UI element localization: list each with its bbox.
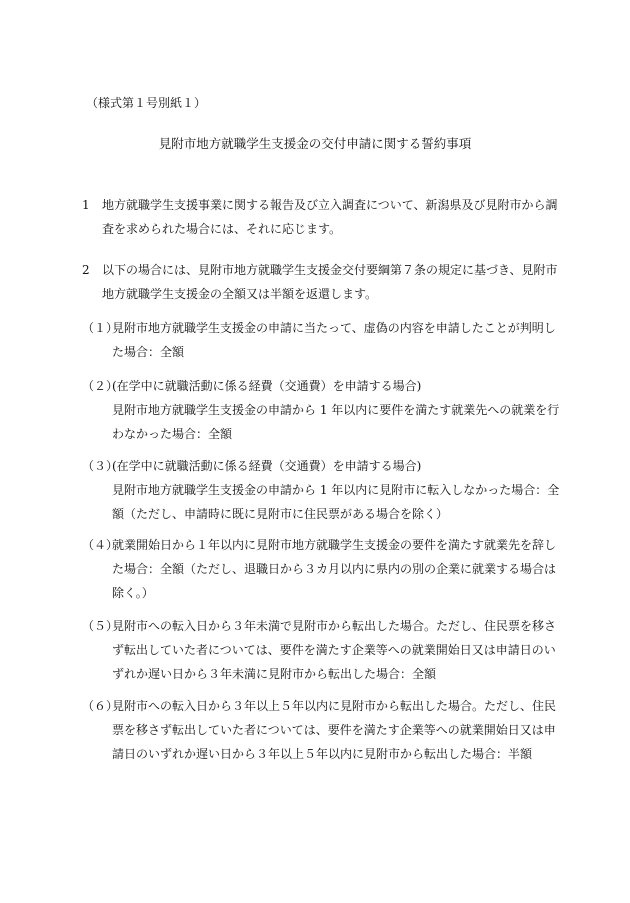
sub-item-line: 見附市への転入日から３年以上５年以内に見附市から転出した場合。ただし、住民 xyxy=(112,699,557,713)
sub-item-number: （３） xyxy=(82,459,119,473)
sub-item-body xyxy=(112,614,556,686)
sub-item-line: ずれか遅い日から３年未満に見附市から転出した場合：全額 xyxy=(112,667,437,681)
sub-item-body xyxy=(112,374,559,446)
sub-item-body xyxy=(112,454,559,526)
item-body xyxy=(102,193,558,241)
sub-item-line: 見附市地方就職学生支援金の申請から 1 年以内に要件を満たす就業先への就業を行 xyxy=(112,403,560,417)
sub-item-line: (在学中に就職活動に係る経費（交通費）を申請する場合) xyxy=(112,459,422,473)
sub-item-line: た場合：全額 xyxy=(112,345,185,359)
sub-item-line: 請日のいずれか遅い日から３年以上５年以内に見附市から転出した場合：半額 xyxy=(112,747,533,761)
sub-item-number: （４） xyxy=(82,538,119,552)
sub-item-line: ず転出していた者については、要件を満たす企業等への就業開始日又は申請日のい xyxy=(112,643,556,657)
sub-item-line: (在学中に就職活動に係る経費（交通費）を申請する場合) xyxy=(112,379,422,393)
sub-item-number: （１） xyxy=(82,321,119,335)
item-body xyxy=(102,258,558,306)
sub-item-line: 見附市地方就職学生支援金の申請から 1 年以内に見附市に転入しなかった場合：全 xyxy=(112,483,560,497)
sub-item-number: （６） xyxy=(82,699,119,713)
sub-item-body xyxy=(112,316,556,364)
item-number: 2 xyxy=(82,263,90,277)
sub-item-line: 除く。） xyxy=(112,586,154,600)
sub-item-line: た場合：全額（ただし、退職日から３カ月以内に県内の別の企業に就業する場合は xyxy=(112,562,557,576)
sub-item-body xyxy=(112,533,556,605)
sub-item-line: 見附市地方就職学生支援金の申請に当たって、虚偽の内容を申請したことが判明し xyxy=(112,321,556,335)
sub-item-number: （５） xyxy=(82,619,119,633)
form-label: （様式第１号別紙１） xyxy=(86,96,207,110)
sub-item-line: 額（ただし、申請時に既に見附市に住民票がある場合を除く） xyxy=(112,507,449,521)
document-title: 見附市地方就職学生支援金の交付申請に関する誓約事項 xyxy=(158,136,472,151)
sub-item-line: 就業開始日から１年以内に見附市地方就職学生支援金の要件を満たす就業先を辞し xyxy=(112,538,557,552)
item-line: 査を求められた場合には、それに応じます。 xyxy=(102,222,342,236)
item-line: 地方就職学生支援事業に関する報告及び立入調査について、新潟県及び見附市から調 xyxy=(102,198,558,212)
item-line: 地方就職学生支援金の全額又は半額を返還します。 xyxy=(102,287,378,301)
sub-item-body xyxy=(112,694,556,766)
item-number: 1 xyxy=(82,198,90,212)
sub-item-line: 見附市への転入日から３年未満で見附市から転出した場合。ただし、住民票を移さ xyxy=(112,619,557,633)
sub-item-line: わなかった場合：全額 xyxy=(112,427,233,441)
sub-item-number: （２） xyxy=(82,379,119,393)
item-line: 以下の場合には、見附市地方就職学生支援金交付要綱第７条の規定に基づき、見附市 xyxy=(102,263,558,277)
sub-item-line: 票を移さず転出していた者については、要件を満たす企業等への就業開始日又は申 xyxy=(112,723,556,737)
